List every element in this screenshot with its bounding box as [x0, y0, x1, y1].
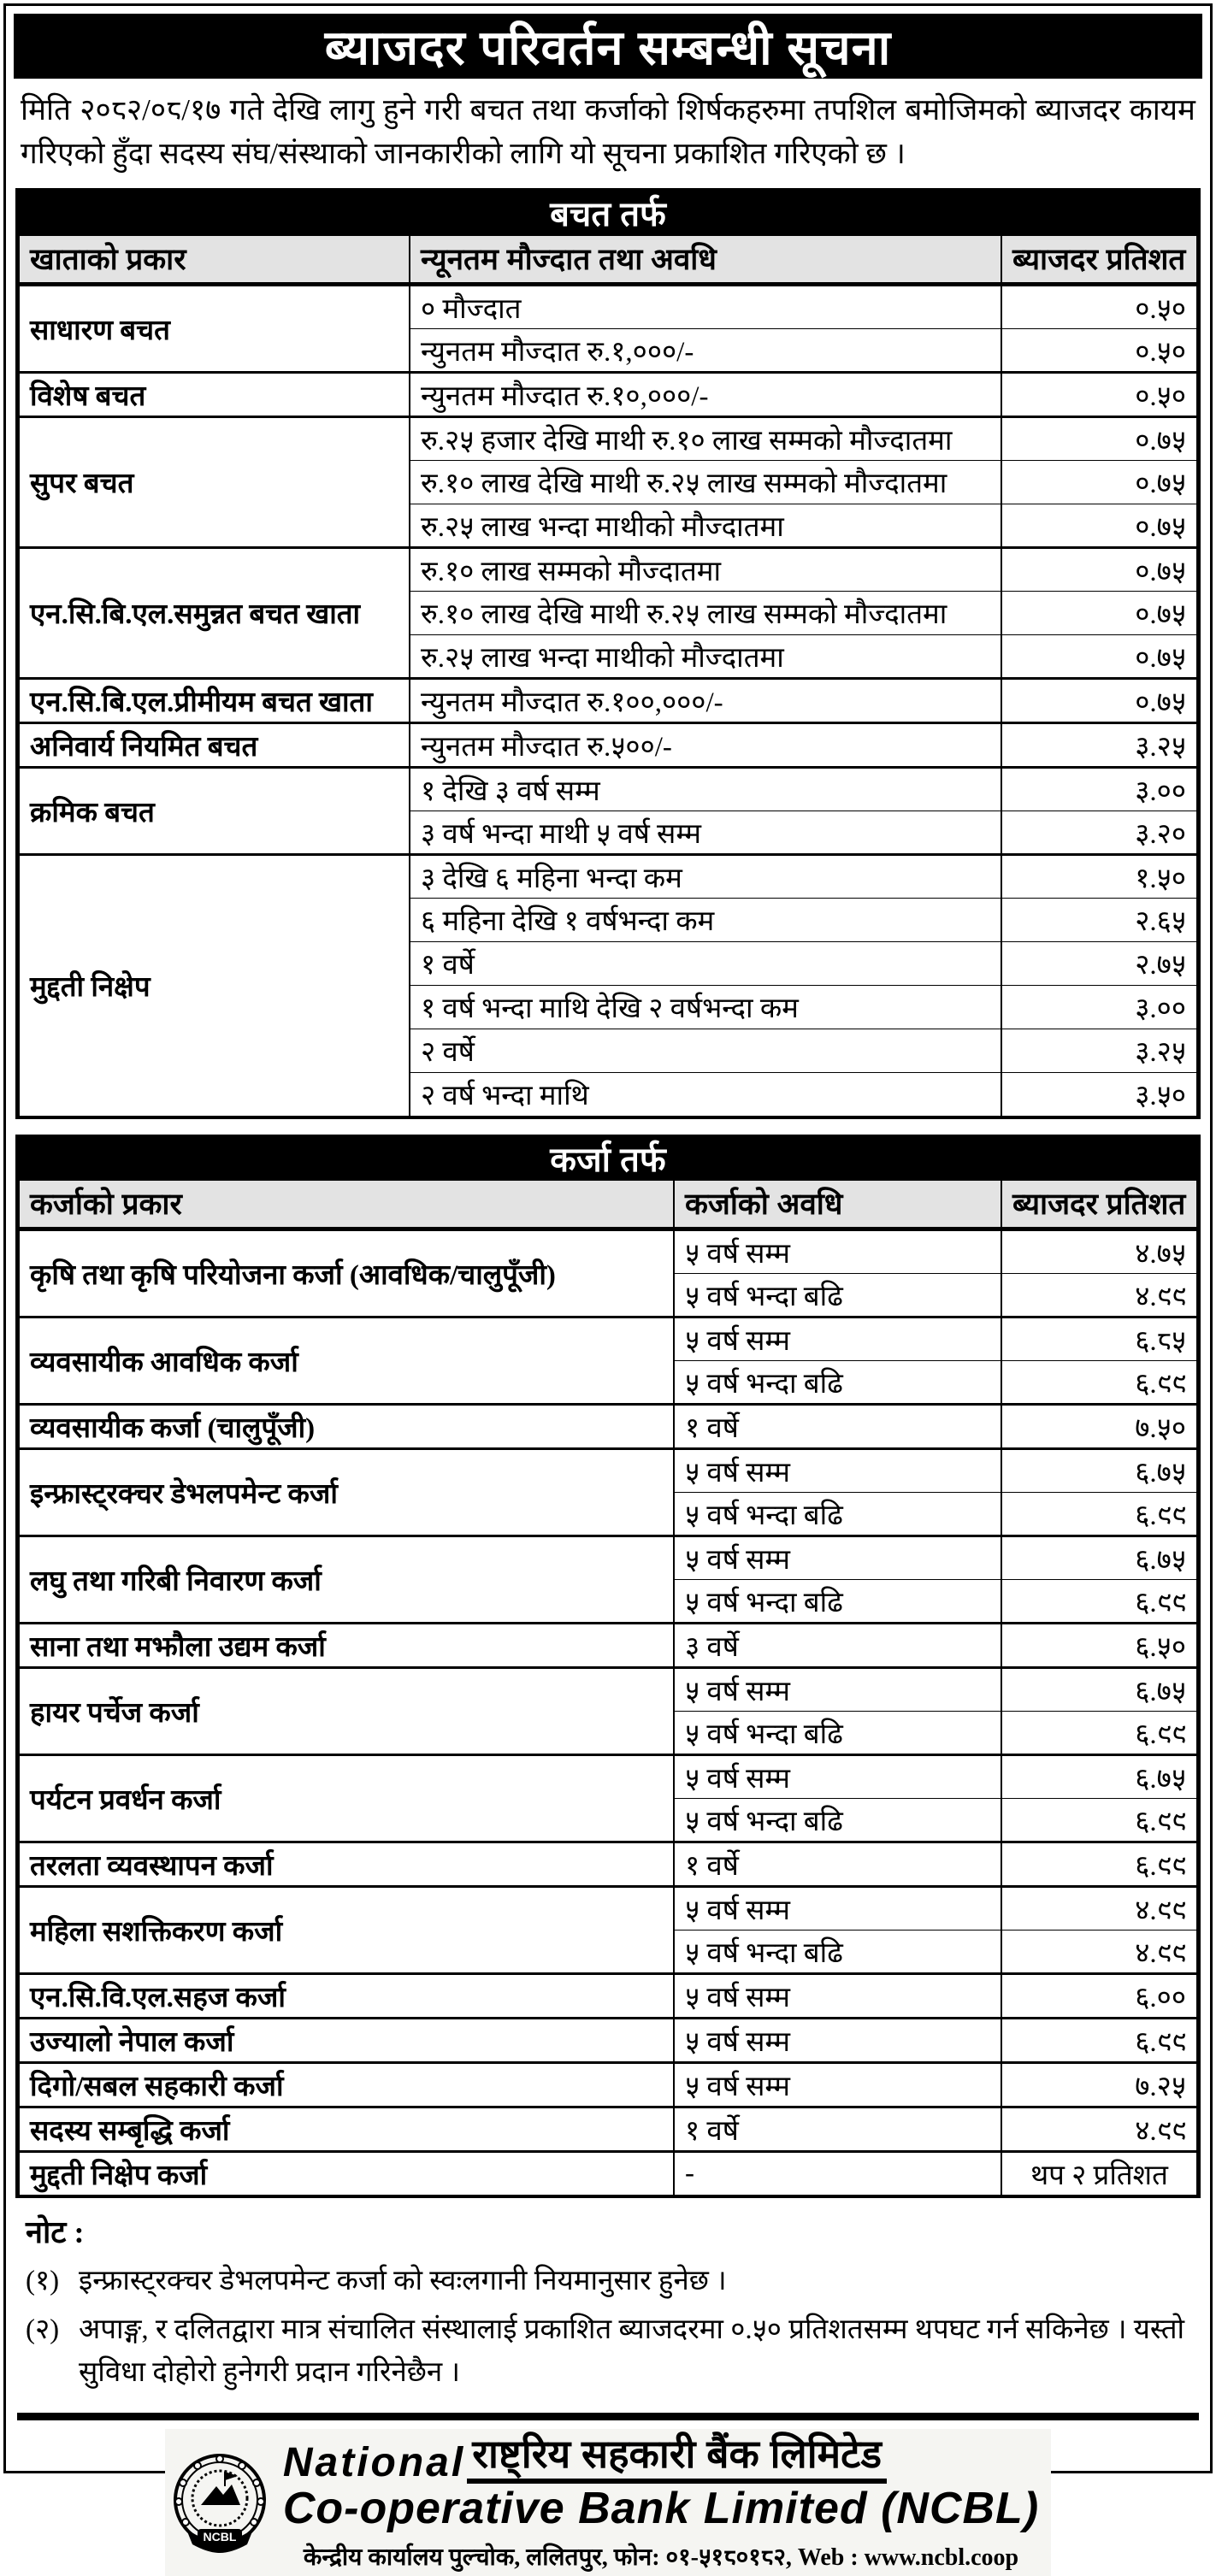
notice-page [3, 3, 1213, 2571]
condition-cell: ५ वर्ष सम्म [674, 1886, 1001, 1930]
brand-block [283, 2434, 1039, 2573]
note-item-2 [26, 2309, 1197, 2394]
condition-cell: १ वर्षे [410, 941, 1001, 985]
condition-cell: १ देखि ३ वर्ष सम्म [410, 767, 1001, 811]
category-cell: व्यवसायीक आवधिक कर्जा [19, 1317, 674, 1404]
rate-cell: ०.७५ [1001, 678, 1197, 722]
intro-paragraph: मिति २०८२/०८/१७ गते देखि लागु हुने गरी बचत तथा कर्जाको शिर्षकहरुमा तपशिल बमोजिमको ब्याजदर कायम गरिएको हुँदा सदस्य संघ/संस्थाको जानकारीको लागि यो सूचना प्रकाशित गरिएको छ । [21, 93, 1195, 170]
rate-cell: ३.०० [1001, 767, 1197, 811]
table-row [19, 767, 1197, 811]
footer-address: केन्द्रीय कार्यालय पुल्चोक, ललितपुर, फोन: ०१-५१८०१८२, Web : www.ncbl.coop [303, 2544, 1019, 2571]
category-cell: इन्फ्रास्ट्रक्चर डेभलपमेन्ट कर्जा [19, 1448, 674, 1536]
condition-cell: ५ वर्ष भन्दा बढि [674, 1492, 1001, 1536]
category-cell: कृषि तथा कृषि परियोजना कर्जा (आवधिक/चालुपूँजी) [19, 1229, 674, 1317]
category-cell: मुद्दती निक्षेप [19, 854, 410, 1116]
condition-cell: ५ वर्ष भन्दा बढि [674, 1930, 1001, 1973]
condition-cell: न्युनतम मौज्दात रु.१००,०००/- [410, 678, 1001, 722]
note-text: इन्फ्रास्ट्रक्चर डेभलपमेन्ट कर्जा को स्वःलगानी नियमानुसार हुनेछ । [79, 2265, 727, 2296]
condition-cell: ३ वर्षे [674, 1623, 1001, 1667]
table-row [19, 722, 1197, 767]
table-row [19, 1404, 1197, 1448]
page-title-text: ब्याजदर परिवर्तन सम्बन्धी सूचना [324, 21, 892, 74]
rate-cell: ३.२५ [1001, 722, 1197, 767]
table-row [19, 1754, 1197, 1798]
condition-cell: ५ वर्ष सम्म [674, 1973, 1001, 2018]
table-row [19, 1842, 1197, 1886]
condition-cell: ५ वर्ष सम्म [674, 1229, 1001, 1273]
savings-col-header-type: खाताको प्रकार [19, 235, 410, 284]
condition-cell: न्युनतम मौज्दात रु.१,०००/- [410, 328, 1001, 372]
category-cell: मुद्दती निक्षेप कर्जा [19, 2151, 674, 2195]
table-row [19, 1886, 1197, 1930]
table-row [19, 2062, 1197, 2107]
table-row [19, 416, 1197, 460]
note-item-1 [26, 2261, 1197, 2303]
rate-cell: ४.९९ [1001, 1886, 1197, 1930]
condition-cell: ५ वर्ष सम्म [674, 1536, 1001, 1579]
rate-cell: थप २ प्रतिशत [1001, 2151, 1197, 2195]
condition-cell: न्युनतम मौज्दात रु.१०,०००/- [410, 372, 1001, 416]
category-cell: व्यवसायीक कर्जा (चालुपूँजी) [19, 1404, 674, 1448]
condition-cell: - [674, 2151, 1001, 2195]
table-row [19, 1536, 1197, 1579]
rate-cell: ०.५० [1001, 284, 1197, 328]
rate-cell: ०.७५ [1001, 591, 1197, 634]
category-cell: हायर पर्चेज कर्जा [19, 1667, 674, 1754]
savings-col-header-condition: न्यूनतम मौज्दात तथा अवधि [410, 235, 1001, 284]
condition-cell: रु.२५ हजार देखि माथी रु.१० लाख सम्मको मौज्दातमा [410, 416, 1001, 460]
rate-cell: ४.९९ [1001, 1273, 1197, 1317]
condition-cell: ३ वर्ष भन्दा माथी ५ वर्ष सम्म [410, 811, 1001, 854]
savings-col-header-rate: ब्याजदर प्रतिशत [1001, 235, 1197, 284]
rate-cell: ३.२५ [1001, 1029, 1197, 1072]
table-row [19, 1317, 1197, 1360]
category-cell: एन.सि.वि.एल.सहज कर्जा [19, 1973, 674, 2018]
rate-cell: ६.९९ [1001, 2018, 1197, 2062]
condition-cell: रु.१० लाख सम्मको मौज्दातमा [410, 547, 1001, 591]
condition-cell: ५ वर्ष भन्दा बढि [674, 1273, 1001, 1317]
table-row [19, 1973, 1197, 2018]
savings-section-title: बचत तर्फ [550, 196, 666, 233]
condition-cell: ५ वर्ष सम्म [674, 1667, 1001, 1711]
rate-cell: ६.९९ [1001, 1711, 1197, 1754]
condition-cell: ५ वर्ष भन्दा बढि [674, 1360, 1001, 1404]
category-cell: उज्यालो नेपाल कर्जा [19, 2018, 674, 2062]
condition-cell: ५ वर्ष भन्दा बढि [674, 1798, 1001, 1842]
svg-text:NCBL: NCBL [203, 2529, 237, 2544]
category-cell: एन.सि.बि.एल.प्रीमीयम बचत खाता [19, 678, 410, 722]
rate-cell: ६.९९ [1001, 1798, 1197, 1842]
rate-cell: ६.९९ [1001, 1842, 1197, 1886]
table-row [19, 372, 1197, 416]
note-number: (२) [26, 2314, 60, 2345]
rate-cell: ६.८५ [1001, 1317, 1197, 1360]
table-row [19, 1229, 1197, 1273]
rate-cell: ६.९९ [1001, 1492, 1197, 1536]
rate-cell: ०.५० [1001, 372, 1197, 416]
rate-cell: ६.७५ [1001, 1754, 1197, 1798]
category-cell: लघु तथा गरिबी निवारण कर्जा [19, 1536, 674, 1623]
rate-cell: ०.७५ [1001, 547, 1197, 591]
rate-cell: ३.५० [1001, 1072, 1197, 1116]
condition-cell: २ वर्ष भन्दा माथि [410, 1072, 1001, 1116]
condition-cell: ० मौज्दात [410, 284, 1001, 328]
condition-cell: १ वर्षे [674, 1404, 1001, 1448]
table-row [19, 2107, 1197, 2151]
condition-cell: रु.१० लाख देखि माथी रु.२५ लाख सम्मको मौज्दातमा [410, 460, 1001, 504]
rate-cell: ६.७५ [1001, 1667, 1197, 1711]
notes-section [14, 2198, 1202, 2407]
condition-cell: रु.२५ लाख भन्दा माथीको मौज्दातमा [410, 634, 1001, 678]
table-row [19, 1667, 1197, 1711]
savings-table-block [15, 188, 1201, 1119]
condition-cell: ५ वर्ष सम्म [674, 1448, 1001, 1492]
note-number: (१) [26, 2265, 60, 2296]
rate-cell: ३.०० [1001, 985, 1197, 1029]
rate-cell: ०.५० [1001, 328, 1197, 372]
footer [14, 2420, 1202, 2576]
condition-cell: ३ देखि ६ महिना भन्दा कम [410, 854, 1001, 898]
category-cell: साधारण बचत [19, 284, 410, 372]
condition-cell: ५ वर्ष सम्म [674, 1754, 1001, 1798]
loans-header-row [19, 1180, 1197, 1229]
loans-col-header-type: कर्जाको प्रकार [19, 1180, 674, 1229]
category-cell: सुपर बचत [19, 416, 410, 547]
rate-cell: २.६५ [1001, 898, 1197, 941]
condition-cell: ५ वर्ष भन्दा बढि [674, 1579, 1001, 1623]
table-row [19, 1448, 1197, 1492]
brand-latin-coop: Co-operative Bank Limited (NCBL) [282, 2484, 1040, 2533]
category-cell: विशेष बचत [19, 372, 410, 416]
savings-header-row [19, 235, 1197, 284]
footer-panel [165, 2429, 1051, 2576]
condition-cell: रु.२५ लाख भन्दा माथीको मौज्दातमा [410, 504, 1001, 547]
rate-cell: ६.९९ [1001, 1360, 1197, 1404]
category-cell: महिला सशक्तिकरण कर्जा [19, 1886, 674, 1973]
rate-cell: ६.९९ [1001, 1579, 1197, 1623]
table-row [19, 854, 1197, 898]
savings-table [18, 235, 1198, 1117]
rate-cell: ३.२० [1001, 811, 1197, 854]
condition-cell: ५ वर्ष सम्म [674, 2018, 1001, 2062]
rate-cell: ०.७५ [1001, 634, 1197, 678]
rate-cell: ४.९९ [1001, 2107, 1197, 2151]
condition-cell: १ वर्षे [674, 1842, 1001, 1886]
condition-cell: ५ वर्ष सम्म [674, 2062, 1001, 2107]
loans-table [18, 1180, 1198, 2196]
category-cell: तरलता व्यवस्थापन कर्जा [19, 1842, 674, 1886]
notes-title: नोट : [26, 2214, 85, 2249]
loans-col-header-duration: कर्जाको अवधि [674, 1180, 1001, 1229]
rate-cell: ६.०० [1001, 1973, 1197, 2018]
rate-cell: ०.७५ [1001, 416, 1197, 460]
savings-section-band [18, 191, 1198, 235]
rate-cell: ०.७५ [1001, 504, 1197, 547]
rate-cell: ४.७५ [1001, 1229, 1197, 1273]
rate-cell: ०.७५ [1001, 460, 1197, 504]
page-title [14, 14, 1202, 79]
table-row [19, 678, 1197, 722]
rate-cell: ६.५० [1001, 1623, 1197, 1667]
rate-cell: ६.७५ [1001, 1448, 1197, 1492]
note-text: अपाङ्ग, र दलितद्वारा मात्र संचालित संस्थालाई प्रकाशित ब्याजदरमा ०.५० प्रतिशतसम्म थपघट गर्न सकिनेछ । यस्तो सुविधा दोहोरो हुनेगरी प्रदान गरिनेछैन । [79, 2314, 1185, 2388]
loans-section-band [18, 1137, 1198, 1180]
rate-cell: ७.५० [1001, 1404, 1197, 1448]
loans-section-title: कर्जा तर्फ [550, 1141, 666, 1179]
table-row [19, 284, 1197, 328]
footer-separator [17, 2413, 1199, 2420]
category-cell: एन.सि.बि.एल.समुन्नत बचत खाता [19, 547, 410, 678]
condition-cell: १ वर्षे [674, 2107, 1001, 2151]
rate-cell: ६.७५ [1001, 1536, 1197, 1579]
condition-cell: ५ वर्ष भन्दा बढि [674, 1711, 1001, 1754]
condition-cell: ५ वर्ष सम्म [674, 1317, 1001, 1360]
table-row [19, 2151, 1197, 2195]
brand-latin-national: National [282, 2440, 466, 2485]
category-cell: अनिवार्य नियमित बचत [19, 722, 410, 767]
table-row [19, 2018, 1197, 2062]
condition-cell: रु.१० लाख देखि माथी रु.२५ लाख सम्मको मौज्दातमा [410, 591, 1001, 634]
rate-cell: ४.९९ [1001, 1930, 1197, 1973]
rate-cell: ७.२५ [1001, 2062, 1197, 2107]
brand-line-1 [283, 2434, 1039, 2484]
rate-cell: १.५० [1001, 854, 1197, 898]
loans-table-block [15, 1135, 1201, 2198]
category-cell: पर्यटन प्रवर्धन कर्जा [19, 1754, 674, 1842]
table-row [19, 547, 1197, 591]
rate-cell: २.७५ [1001, 941, 1197, 985]
category-cell: दिगो/सबल सहकारी कर्जा [19, 2062, 674, 2107]
category-cell: क्रमिक बचत [19, 767, 410, 854]
condition-cell: २ वर्षे [410, 1029, 1001, 1072]
ncbl-logo-icon [172, 2449, 268, 2558]
condition-cell: १ वर्ष भन्दा माथि देखि २ वर्षभन्दा कम [410, 985, 1001, 1029]
category-cell: साना तथा मझौला उद्यम कर्जा [19, 1623, 674, 1667]
loans-col-header-rate: ब्याजदर प्रतिशत [1001, 1180, 1197, 1229]
condition-cell: न्युनतम मौज्दात रु.५००/- [410, 722, 1001, 767]
condition-cell: ६ महिना देखि १ वर्षभन्दा कम [410, 898, 1001, 941]
category-cell: सदस्य सम्बृद्धि कर्जा [19, 2107, 674, 2151]
table-row [19, 1623, 1197, 1667]
brand-devanagari-name: राष्ट्रिय सहकारी बैंक लिमिटेड [467, 2434, 887, 2484]
